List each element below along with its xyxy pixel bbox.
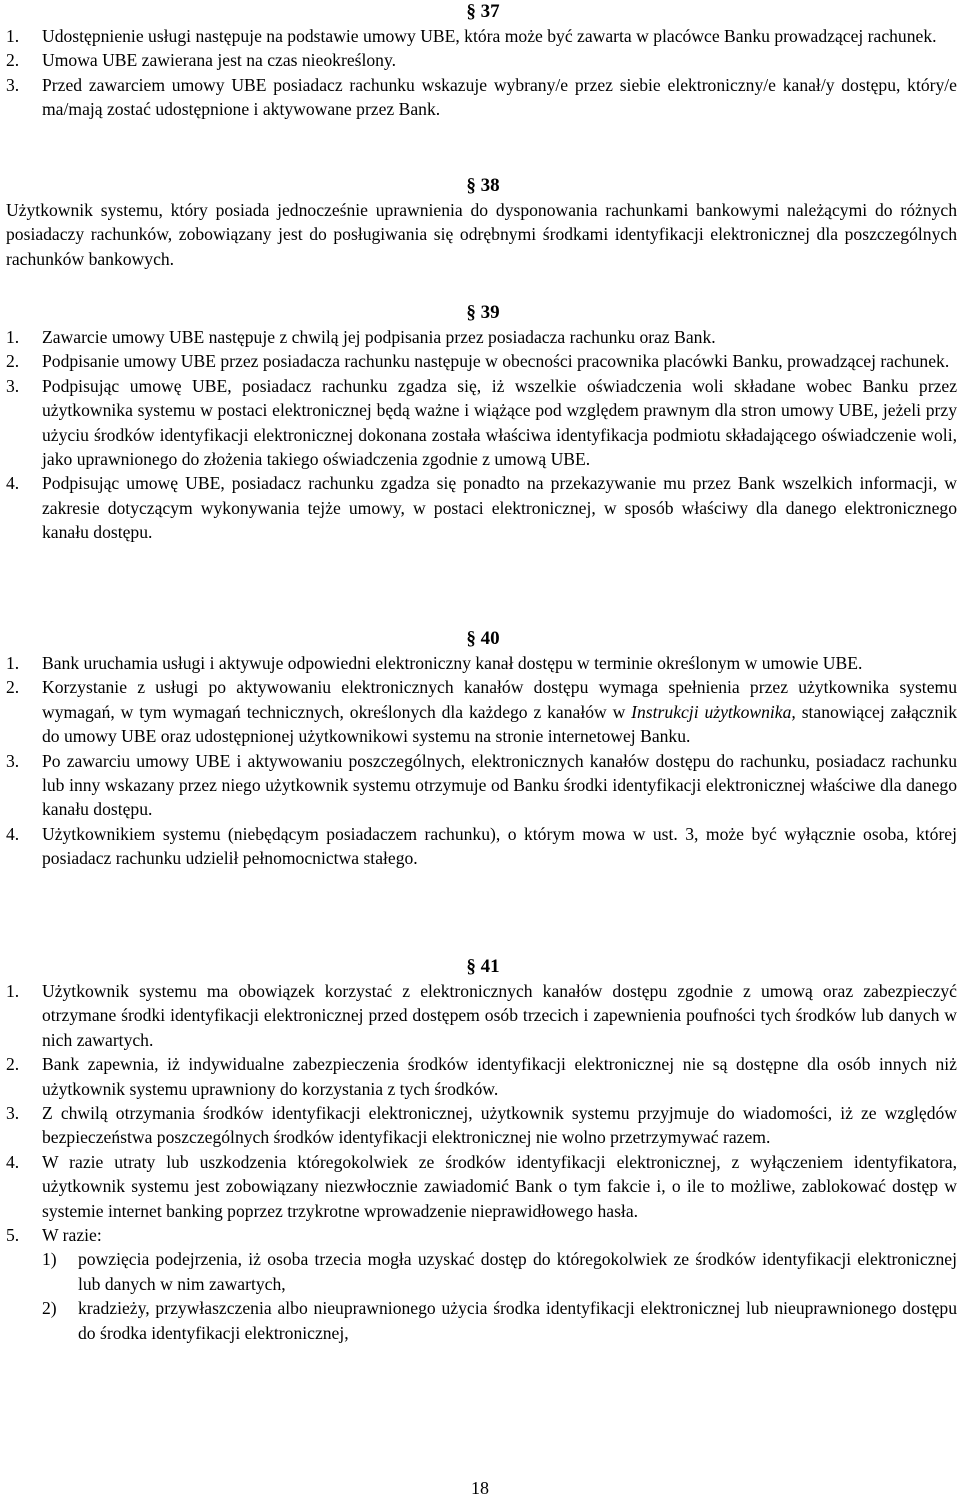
- list-item: [0, 822, 960, 871]
- section-heading: § 39: [466, 302, 500, 323]
- item-text: Podpisanie umowy UBE przez posiadacza rachunku następuje w obecności pracownika placówki Banku, prowadzącej rachunek.: [42, 351, 950, 372]
- sub-list-item: [42, 1247, 957, 1296]
- section-heading: § 37: [466, 1, 500, 22]
- section-40: [0, 627, 960, 871]
- list-item: [0, 749, 960, 822]
- item-text: Bank uruchamia usługi i aktywuje odpowiedni elektroniczny kanał dostępu w terminie określonym w umowie UBE.: [42, 653, 863, 673]
- numbered-list: [0, 651, 960, 871]
- section-38: [0, 174, 960, 271]
- item-text: Użytkownikiem systemu (niebędącym posiadaczem rachunku), o którym mowa w ust. 3, może być wyłącznie osoba, której posiadacz rachunku udzielił pełnomocnictwa stałego.: [42, 823, 957, 869]
- sub-item-number: 1): [42, 1249, 57, 1270]
- list-item: [0, 48, 960, 72]
- section-heading: § 41: [466, 956, 500, 977]
- sub-list-item: [42, 1296, 957, 1345]
- item-text: Z chwilą otrzymania środków identyfikacji elektronicznej, użytkownik systemu przyjmuje do wiadomości, iż ze względów bezpieczeństwa poszczególnych środków identyfikacji elektronicznej nie wolno przetrzymywać razem.: [42, 1103, 957, 1148]
- list-item: [0, 1101, 960, 1150]
- list-item: [0, 73, 960, 122]
- list-item: [0, 349, 960, 373]
- item-number: 2.: [6, 677, 20, 698]
- item-text: Bank zapewnia, iż indywidualne zabezpieczenia środków identyfikacji elektronicznej nie są dostępne dla osób innych niż użytkownik systemu uprawniony do korzystania z tych środków.: [42, 1054, 957, 1099]
- sub-item-text: powzięcia podejrzenia, iż osoba trzecia mogła uzyskać dostęp do któregokolwiek ze środków identyfikacji elektronicznej lub danych w nim zawartych,: [78, 1249, 957, 1294]
- item-text-part: stanowiącej załącznik do umowy UBE oraz udostępnionej użytkownikowi systemu na stronie internetowej Banku.: [42, 701, 958, 747]
- item-text: Podpisując umowę UBE, posiadacz rachunku zgadza się ponadto na przekazywanie mu przez Bank wszelkich informacji, w zakresie dotyczącym wykonywania tejże umowy, w postaci elektronicznej, w sposób właściwy dla danego elektronicznego kanału dostępu.: [42, 473, 957, 543]
- item-number: 4.: [6, 823, 20, 844]
- item-number: 1.: [6, 981, 20, 1001]
- list-item: [0, 1052, 960, 1101]
- item-text: Po zawarciu umowy UBE i aktywowaniu poszczególnych, elektronicznych kanałów dostępu do rachunku, posiadacz rachunku lub inny wskazany przez niego użytkownik systemu otrzymuje od Banku środki identyfikacji elektronicznej właściwe dla danego kanału dostępu.: [42, 750, 957, 820]
- numbered-list: [0, 24, 960, 122]
- item-number: 2.: [6, 50, 20, 71]
- item-text-italic: Instrukcji użytkownika,: [631, 701, 796, 722]
- list-item: [0, 24, 960, 48]
- section-paragraph: Użytkownik systemu, który posiada jednocześnie uprawnienia do dysponowania rachunkami bankowymi należącymi do różnych posiadaczy rachunków, zobowiązany jest do posługiwania się odrębnymi środkami identyfikacji elektronicznej dla poszczególnych rachunków bankowych.: [6, 200, 957, 269]
- item-number: 2.: [6, 351, 20, 372]
- item-text: Udostępnienie usługi następuje na podstawie umowy UBE, która może być zawarta w placówce Banku prowadzącej rachunek.: [42, 26, 937, 46]
- sub-item-number: 2): [42, 1298, 57, 1319]
- item-number: 1.: [6, 327, 20, 347]
- item-text: Zawarcie umowy UBE następuje z chwilą jej podpisania przez posiadacza rachunku oraz Bank.: [42, 327, 716, 347]
- sub-list: [42, 1247, 957, 1345]
- page-number: 18: [471, 1478, 489, 1498]
- list-item: [0, 979, 960, 1052]
- item-text-part: Korzystanie z usługi po aktywowaniu elektronicznych kanałów dostępu wymaga spełnienia przez użytkownika systemu wymagań, w tym wymagań technicznych, określonych dla każdego z kanałów w: [42, 677, 957, 722]
- list-item: [0, 651, 960, 675]
- item-number: 4.: [6, 1151, 20, 1172]
- item-number: 2.: [6, 1054, 20, 1075]
- section-heading: § 38: [466, 175, 500, 196]
- item-text: Przed zawarciem umowy UBE posiadacz rachunku wskazuje wybrany/e przez siebie elektroniczny/e kanał/y dostępu, który/e ma/mają zostać udostępnione i aktywowane przez Bank.: [42, 74, 957, 120]
- section-41: [0, 955, 960, 1345]
- list-item: [0, 1150, 960, 1223]
- list-item: [0, 675, 960, 748]
- item-text: Umowa UBE zawierana jest na czas nieokreślony.: [42, 50, 397, 71]
- section-heading: § 40: [466, 628, 500, 649]
- sub-item-text: kradzieży, przywłaszczenia albo nieuprawnionego użycia środka identyfikacji elektronicznej lub nieuprawnionego dostępu do środka identyfikacji elektronicznej,: [78, 1298, 957, 1343]
- list-item: [0, 471, 960, 544]
- list-item: [0, 325, 960, 349]
- item-number: 1.: [6, 26, 20, 46]
- section-37: [0, 0, 960, 122]
- item-number: 4.: [6, 473, 20, 494]
- item-text: W razie utraty lub uszkodzenia któregokolwiek ze środków identyfikacji elektronicznej, z wyłączeniem identyfikatora, użytkownik systemu jest zobowiązany niezwłocznie zawiadomić Bank o tym fakcie i, o ile to możliwe, zablokować dostęp w systemie internet banking poprzez trzykrotne wprowadzenie nieprawidłowego hasła.: [42, 1151, 957, 1221]
- section-39: [0, 301, 960, 545]
- item-text: W razie:: [42, 1225, 102, 1246]
- item-number: 3.: [6, 750, 20, 771]
- item-number: 3.: [6, 74, 20, 95]
- numbered-list: [0, 979, 960, 1345]
- item-text: Podpisując umowę UBE, posiadacz rachunku zgadza się, iż wszelkie oświadczenia woli składane wobec Banku przez użytkownika systemu w postaci elektronicznej będą ważne i wiążące pod względem prawnym dla stron umowy UBE, jeżeli przy użyciu środków identyfikacji elektronicznej dokonana została właściwa identyfikacja podmiotu składającego oświadczenie woli, jako uprawnionego do złożenia takiego oświadczenia zgodnie z umową UBE.: [42, 375, 957, 470]
- item-number: 3.: [6, 1103, 20, 1124]
- list-item: [0, 374, 960, 472]
- item-number: 3.: [6, 375, 20, 396]
- numbered-list: [0, 325, 960, 545]
- item-number: 5.: [6, 1225, 20, 1246]
- item-number: 1.: [6, 653, 20, 673]
- item-text: Użytkownik systemu ma obowiązek korzystać z elektronicznych kanałów dostępu zgodnie z umową oraz zabezpieczyć otrzymane środki identyfikacji elektronicznej przed dostępem osób trzecich i zapewnienia poufności tych środków lub danych w nich zawartych.: [42, 981, 957, 1050]
- list-item: [0, 1223, 960, 1345]
